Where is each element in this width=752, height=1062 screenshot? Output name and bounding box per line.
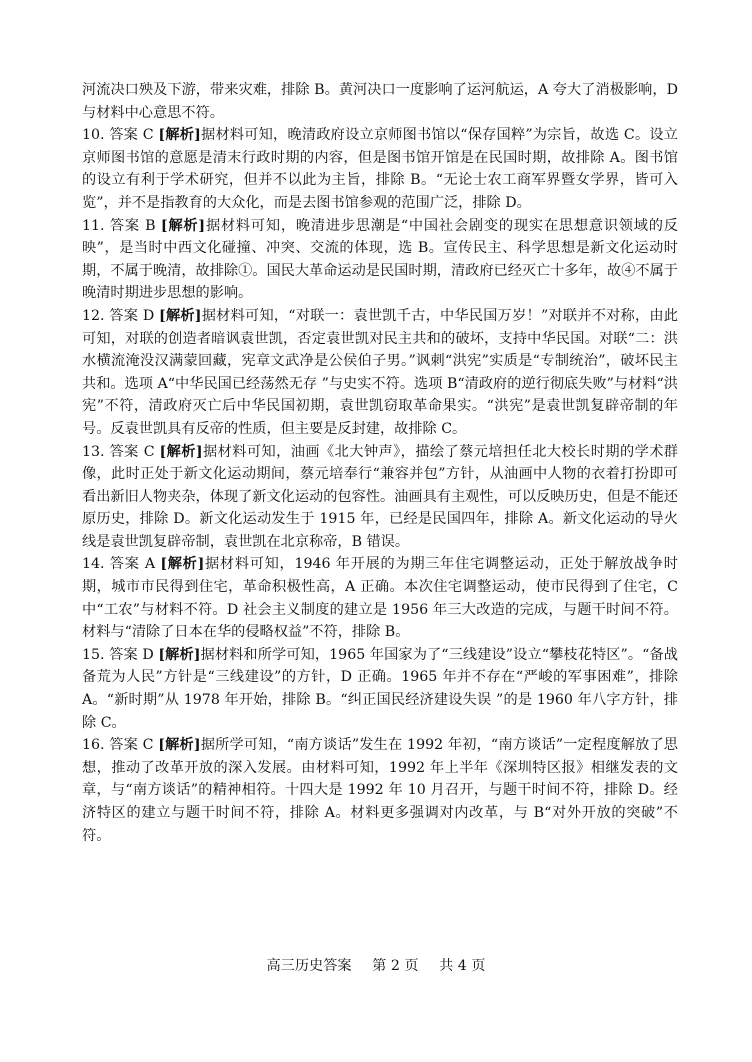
answer-item-16 [82,734,678,847]
answer-explanation: 据材料和所学可知，1965 年国家为了“三线建设”设立“攀枝花特区”。“备战备荒为人民”方针是“三线建设”的方针，D 正确。1965 年并不存在“严峻的军事困难”，排除 A。“新时期”从 1978 年开始，排除 B。“纠正国民经济建设失误 ”的是 1960 年八字方针，排除 C。 [82,646,678,731]
footer-page-number: 第 2 页 [372,958,419,974]
answer-item-13 [82,441,678,554]
answer-item-15 [82,644,678,734]
analysis-tag: [解析] [159,443,203,460]
paragraph-text: 河流决口殃及下游，带来灾难，排除 B。黄河决口一度影响了运河航运，A 夸大了消极影响，D 与材料中心意思不符。 [82,82,678,121]
answer-number: 10. 答案 C [82,127,159,144]
answer-item-11 [82,215,678,305]
analysis-tag: [解析] [158,737,201,754]
footer-title: 高三历史答案 [266,958,352,974]
answer-number: 13. 答案 C [82,443,160,460]
footer-total-pages: 共 4 页 [439,958,486,974]
answer-number: 14. 答案 A [82,556,161,573]
page-footer [0,955,752,975]
answer-item-10 [82,124,678,214]
answer-explanation: 据材料可知，晚清进步思潮是“中国社会剧变的现实在思想意识领域的反映”，是当时中西文化碰撞、冲突、交流的体现，选 B。宣传民主、科学思想是新文化运动时期，不属于晚清，故排除①。国民大革命运动是民国时期，清政府已经灭亡十多年，故④不属于晚清时期进步思想的影响。 [82,217,678,302]
answer-item-12 [82,305,678,441]
answer-content [82,79,678,847]
answer-explanation: 据材料可知，1946 年开展的为期三年住宅调整运动，正处于解放战争时期，城市市民得到住宅，革命积极性高，A 正确。本次住宅调整运动，使市民得到了住宅，C 中“工农”与材料不符。D 社会主义制度的建立是 1956 年三大改造的完成，与题干时间不符。材料与“清除了日本在华的侵略权益”不符，排除 B。 [82,556,678,641]
answer-number: 12. 答案 D [82,307,160,324]
answer-explanation: 据材料可知，“对联一：袁世凯千古，中华民国万岁！”对联并不对称，由此可知，对联的创造者暗讽袁世凯，否定袁世凯对民主共和的破坏，支持中华民国。对联“二：洪水横流淹没汉满蒙回藏，宪章文武净是公侯伯子男。”讽刺“洪宪”实质是“专制统治”，破坏民主共和。选项 A“中华民国已经荡然无存 ”与史实不符。选项 B“清政府的逆行彻底失败”与材料“洪宪”不符，清政府灭亡后中华民国初期，袁世凯窃取革命果实。“洪宪”是袁世凯复辟帝制的年号。反袁世凯具有反帝的性质，但主要是反封建，故排除 C。 [82,307,678,437]
paragraph-continuation [82,79,678,124]
answer-number: 11. 答案 B [82,217,161,234]
answer-explanation: 据材料可知，晚清政府设立京师图书馆以“保存国粹”为宗旨，故选 C。设立京师图书馆的意愿是清末行政时期的内容，但是图书馆开馆是在民国时期，故排除 A。图书馆的设立有利于学术研究，但并不以此为主旨，排除 B。“无论士农工商军界暨女学界，皆可入览”，并不是指教育的大众化，而是去图书馆参观的范围广泛，排除 D。 [82,127,678,211]
analysis-tag: [解析] [158,127,201,144]
analysis-tag: [解析] [158,646,201,663]
answer-item-14 [82,553,678,643]
analysis-tag: [解析] [160,556,205,573]
analysis-tag: [解析] [160,217,206,234]
analysis-tag: [解析] [159,307,202,324]
answer-number: 15. 答案 D [82,646,159,663]
answer-number: 16. 答案 C [82,737,159,754]
answer-explanation: 据所学可知，“南方谈话”发生在 1992 年初，“南方谈话”一定程度解放了思想，推动了改革开放的深入发展。由材料可知，1992 年上半年《深圳特区报》相继发表的文章，与“南方谈话”的精神相符。十四大是 1992 年 10 月召开，与题干时间不符，排除 D。经济特区的建立与题干时间不符，排除 A。材料更多强调对内改革，与 B“对外开放的突破”不符。 [82,737,678,844]
answer-explanation: 据材料可知，油画《北大钟声》，描绘了蔡元培担任北大校长时期的学术群像，此时正处于新文化运动期间，蔡元培奉行“兼容并包”方针，从油画中人物的衣着打扮即可看出新旧人物夹杂，体现了新文化运动的包容性。油画具有主观性，可以反映历史，但是不能还原历史，排除 D。新文化运动发生于 1915 年，已经是民国四年，排除 A。新文化运动的导火线是袁世凯复辟帝制，袁世凯在北京称帝，B 错误。 [82,443,678,550]
